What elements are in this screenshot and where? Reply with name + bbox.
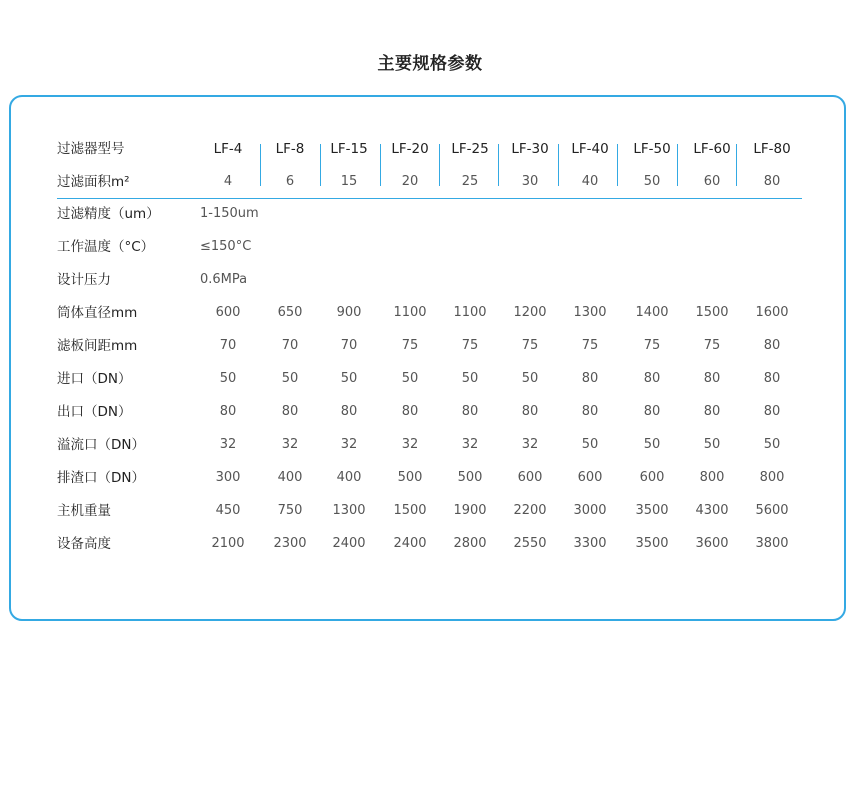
- spec-row: [0, 532, 860, 556]
- value-cell: 32: [281, 437, 299, 452]
- value-cell: 80: [643, 371, 661, 386]
- model-cell: LF-30: [511, 141, 549, 157]
- value-cell: 75: [703, 338, 721, 353]
- column-separator: [380, 144, 381, 186]
- row-label: 滤板间距mm: [57, 338, 138, 354]
- row-label: 设计压力: [57, 272, 111, 288]
- column-separator: [558, 144, 559, 186]
- value-cell: 1100: [453, 305, 487, 320]
- value-cell: 2550: [513, 536, 547, 551]
- value-cell: 450: [215, 503, 241, 518]
- value-cell: 70: [281, 338, 299, 353]
- value-cell: 650: [277, 305, 303, 320]
- spec-row: [0, 499, 860, 523]
- row-label: 主机重量: [57, 503, 111, 519]
- value-cell: 600: [517, 470, 543, 485]
- value-cell: 32: [219, 437, 237, 452]
- value-cell: 800: [699, 470, 725, 485]
- area-cell: 80: [763, 174, 781, 189]
- value-cell: 3600: [695, 536, 729, 551]
- spec-row: [0, 334, 860, 358]
- value-cell: 70: [219, 338, 237, 353]
- value-cell: 600: [639, 470, 665, 485]
- area-cell: 25: [461, 174, 479, 189]
- model-cell: LF-25: [451, 141, 489, 157]
- area-cell: 20: [401, 174, 419, 189]
- area-cell: 50: [643, 174, 661, 189]
- column-separator: [736, 144, 737, 186]
- value-cell: 3500: [635, 503, 669, 518]
- value-cell: 4300: [695, 503, 729, 518]
- row-label: 溢流口（DN）: [57, 437, 145, 453]
- area-cell: 40: [581, 174, 599, 189]
- value-cell: 3000: [573, 503, 607, 518]
- area-cell: 30: [521, 174, 539, 189]
- common-value: 0.6MPa: [200, 272, 248, 287]
- value-cell: 32: [461, 437, 479, 452]
- value-cell: 500: [397, 470, 423, 485]
- value-cell: 2400: [393, 536, 427, 551]
- value-cell: 80: [461, 404, 479, 419]
- value-cell: 50: [219, 371, 237, 386]
- spec-row: [0, 400, 860, 424]
- common-value: ≤150°C: [200, 239, 252, 254]
- value-cell: 50: [521, 371, 539, 386]
- value-cell: 50: [281, 371, 299, 386]
- value-cell: 80: [340, 404, 358, 419]
- row-label: 进口（DN）: [57, 371, 132, 387]
- value-cell: 80: [281, 404, 299, 419]
- value-cell: 32: [521, 437, 539, 452]
- value-cell: 2300: [273, 536, 307, 551]
- value-cell: 2200: [513, 503, 547, 518]
- value-cell: 2800: [453, 536, 487, 551]
- value-cell: 1200: [513, 305, 547, 320]
- value-cell: 1300: [573, 305, 607, 320]
- value-cell: 80: [763, 404, 781, 419]
- value-cell: 3500: [635, 536, 669, 551]
- page-title: 主要规格参数: [377, 54, 483, 74]
- model-cell: LF-40: [571, 141, 609, 157]
- value-cell: 75: [521, 338, 539, 353]
- model-cell: LF-80: [753, 141, 791, 157]
- value-cell: 70: [340, 338, 358, 353]
- value-cell: 75: [581, 338, 599, 353]
- value-cell: 400: [336, 470, 362, 485]
- value-cell: 80: [581, 371, 599, 386]
- column-separator: [677, 144, 678, 186]
- value-cell: 80: [581, 404, 599, 419]
- row-label: 过滤器型号: [57, 141, 125, 157]
- value-cell: 50: [340, 371, 358, 386]
- model-cell: LF-60: [693, 141, 731, 157]
- value-cell: 80: [219, 404, 237, 419]
- row-label: 工作温度（°C）: [57, 239, 155, 255]
- value-cell: 1600: [755, 305, 789, 320]
- value-cell: 80: [401, 404, 419, 419]
- spec-row: [0, 367, 860, 391]
- common-row: [0, 202, 860, 226]
- value-cell: 5600: [755, 503, 789, 518]
- area-cell: 4: [223, 174, 233, 189]
- value-cell: 80: [763, 338, 781, 353]
- value-cell: 75: [401, 338, 419, 353]
- value-cell: 75: [461, 338, 479, 353]
- model-cell: LF-20: [391, 141, 429, 157]
- value-cell: 50: [581, 437, 599, 452]
- value-cell: 1400: [635, 305, 669, 320]
- value-cell: 1900: [453, 503, 487, 518]
- value-cell: 800: [759, 470, 785, 485]
- column-separator: [320, 144, 321, 186]
- column-separator: [260, 144, 261, 186]
- value-cell: 300: [215, 470, 241, 485]
- common-value: 1-150um: [200, 206, 259, 221]
- value-cell: 75: [643, 338, 661, 353]
- model-row: [0, 137, 860, 161]
- value-cell: 400: [277, 470, 303, 485]
- value-cell: 1500: [393, 503, 427, 518]
- value-cell: 2100: [211, 536, 245, 551]
- model-cell: LF-50: [633, 141, 671, 157]
- column-separator: [439, 144, 440, 186]
- value-cell: 3800: [755, 536, 789, 551]
- area-row: [0, 170, 860, 194]
- value-cell: 50: [763, 437, 781, 452]
- area-cell: 6: [285, 174, 295, 189]
- value-cell: 32: [401, 437, 419, 452]
- area-cell: 60: [703, 174, 721, 189]
- row-label: 排渣口（DN）: [57, 470, 145, 486]
- value-cell: 80: [703, 371, 721, 386]
- value-cell: 750: [277, 503, 303, 518]
- value-cell: 50: [401, 371, 419, 386]
- spec-row: [0, 466, 860, 490]
- row-label: 出口（DN）: [57, 404, 132, 420]
- row-label: 筒体直径mm: [57, 305, 138, 321]
- value-cell: 1500: [695, 305, 729, 320]
- row-label: 过滤精度（um）: [57, 206, 160, 222]
- value-cell: 600: [577, 470, 603, 485]
- spec-row: [0, 433, 860, 457]
- value-cell: 32: [340, 437, 358, 452]
- value-cell: 500: [457, 470, 483, 485]
- model-cell: LF-15: [330, 141, 368, 157]
- value-cell: 80: [763, 371, 781, 386]
- value-cell: 80: [643, 404, 661, 419]
- column-separator: [617, 144, 618, 186]
- spec-row: [0, 301, 860, 325]
- value-cell: 1300: [332, 503, 366, 518]
- row-label: 过滤面积m²: [57, 174, 130, 190]
- value-cell: 3300: [573, 536, 607, 551]
- value-cell: 2400: [332, 536, 366, 551]
- value-cell: 50: [643, 437, 661, 452]
- value-cell: 50: [461, 371, 479, 386]
- model-cell: LF-4: [213, 141, 243, 157]
- common-row: [0, 235, 860, 259]
- value-cell: 80: [703, 404, 721, 419]
- value-cell: 50: [703, 437, 721, 452]
- row-label: 设备高度: [57, 536, 111, 552]
- value-cell: 80: [521, 404, 539, 419]
- model-cell: LF-8: [275, 141, 305, 157]
- value-cell: 1100: [393, 305, 427, 320]
- common-row: [0, 268, 860, 292]
- value-cell: 900: [336, 305, 362, 320]
- header-divider: [57, 198, 802, 199]
- column-separator: [498, 144, 499, 186]
- value-cell: 600: [215, 305, 241, 320]
- area-cell: 15: [340, 174, 358, 189]
